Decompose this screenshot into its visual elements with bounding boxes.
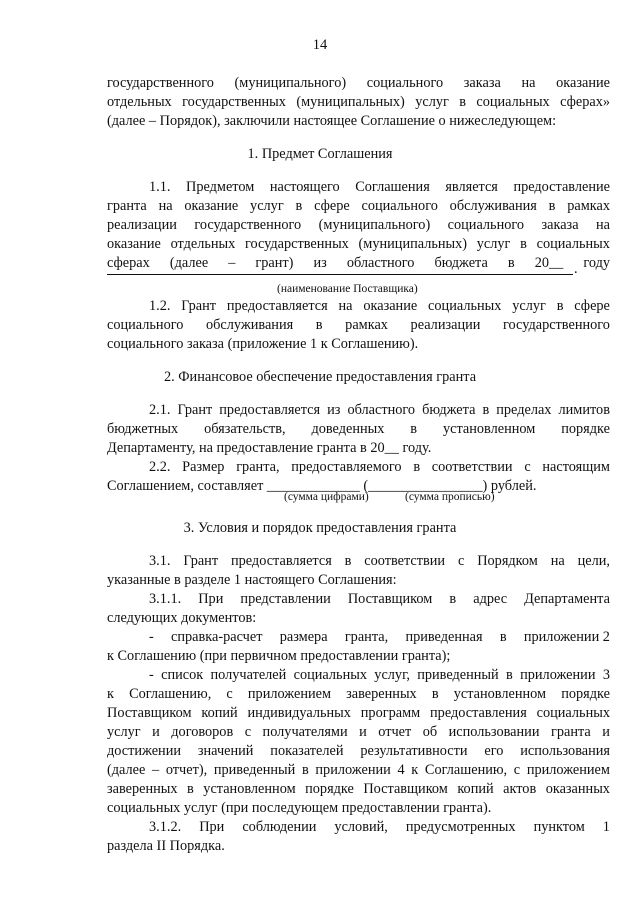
word: с (513, 762, 521, 778)
word: результативности (360, 743, 468, 759)
word: к (107, 686, 114, 702)
word: заверенных (346, 686, 417, 702)
word: в (520, 236, 527, 252)
word: При (198, 591, 224, 607)
text-line (107, 458, 610, 477)
text-line (107, 254, 610, 273)
paragraph-3-1 (107, 552, 610, 856)
word: в (413, 459, 421, 475)
text-line (107, 742, 610, 761)
word: цели, (577, 553, 610, 569)
section-1-heading: 1. Предмет Соглашения (247, 146, 393, 162)
word: гранта, (236, 459, 280, 475)
text-line-content: (далее – Порядок), заключили настоящее Соглашение о нижеследующем: (107, 113, 557, 129)
text-line-content: социальных услуг (при последующем предоставлении гранта). (107, 800, 492, 816)
word: в (507, 255, 515, 271)
text-line (107, 439, 610, 458)
period-mark: . (574, 261, 578, 277)
word: приложении (520, 667, 596, 683)
word: договоров (171, 724, 234, 740)
word: в (459, 94, 466, 110)
word: государственных (182, 94, 286, 110)
text-line (107, 197, 610, 216)
supplier-name-caption: (наименование Поставщика) (277, 283, 418, 295)
word: заказа (463, 75, 501, 91)
word: социального (107, 317, 184, 333)
text-line (107, 235, 610, 254)
word: об (422, 724, 438, 740)
word: с (524, 459, 531, 475)
word: размера (279, 629, 328, 645)
word: социального (447, 217, 525, 233)
word: Соглашения (355, 179, 430, 195)
text-line-content: указанные в разделе 1 настоящего Соглашения: (107, 572, 397, 588)
word: Предметом (186, 179, 255, 195)
word: в (344, 553, 352, 569)
word: социальных (536, 705, 610, 721)
word: предоставляется (230, 553, 332, 569)
word: 2.1. (149, 402, 171, 418)
word: с (244, 724, 252, 740)
word: предоставляемого (291, 459, 402, 475)
word: заверенных (107, 781, 178, 797)
word: приложении (315, 762, 391, 778)
word: 4 (397, 762, 405, 778)
paragraph-2-1 (107, 401, 610, 458)
amount-digits-caption: (сумма цифрами) (284, 491, 369, 503)
word: приложением (526, 762, 610, 778)
text-line (107, 178, 610, 197)
word: обслуживания (206, 317, 294, 333)
word: социальных (428, 298, 502, 314)
word: оказание (363, 298, 418, 314)
word: лимитов (558, 402, 610, 418)
word: использовании (448, 724, 540, 740)
word: отчет (378, 724, 412, 740)
word: Грант (177, 402, 213, 418)
word: – (152, 762, 160, 778)
word: и (152, 724, 160, 740)
word: – (228, 255, 236, 271)
word: предоставления (430, 705, 527, 721)
word: областного (347, 402, 416, 418)
word: в (449, 591, 457, 607)
word: 1 (602, 819, 610, 835)
word: оказание (556, 75, 610, 91)
word: на (338, 298, 353, 314)
word: областного (346, 255, 415, 271)
text-line (107, 704, 610, 723)
word: копий (201, 705, 238, 721)
word: государственного (194, 217, 302, 233)
word: из (327, 402, 341, 418)
word: соответствии (364, 553, 446, 569)
word: 20__ (534, 255, 564, 271)
word: предоставляется (219, 402, 321, 418)
word: Поставщиком (107, 705, 192, 721)
word: Департамента (524, 591, 610, 607)
text-line (107, 316, 610, 335)
word: гранта (550, 724, 591, 740)
word: пунктом (533, 819, 585, 835)
word: и (602, 724, 610, 740)
amount-words-caption: (сумма прописью) (405, 491, 495, 503)
word: (муниципального) (234, 75, 347, 91)
word: предусмотренных (405, 819, 516, 835)
word: отдельных (170, 236, 236, 252)
word: приведенная (405, 629, 483, 645)
word: 3.1.2. (149, 819, 182, 835)
word: (муниципального) (318, 217, 431, 233)
text-line (107, 799, 610, 818)
word: услуг (415, 94, 449, 110)
word: социального (361, 198, 438, 214)
text-line (107, 628, 610, 647)
word: из (313, 255, 327, 271)
page-number: 14 (312, 37, 328, 53)
word: и (359, 724, 367, 740)
text-line (107, 401, 610, 420)
word: актов (503, 781, 537, 797)
word: получателей (210, 667, 287, 683)
word: заказа (541, 217, 579, 233)
word: достижении (107, 743, 182, 759)
word: сферах (107, 255, 150, 271)
word: социальных (476, 94, 550, 110)
word: сферах» (560, 94, 610, 110)
text-line (107, 216, 610, 235)
text-line (107, 335, 610, 354)
text-line-content: Департаменту, на предоставление гранта в 20__ году. (107, 440, 432, 456)
word: Размер (182, 459, 225, 475)
word: получателями (262, 724, 348, 740)
word: 1.2. (149, 298, 171, 314)
word: Поставщиком (347, 591, 433, 607)
word: оказание (184, 198, 239, 214)
word: соответствии (431, 459, 513, 475)
word: адрес (473, 591, 508, 607)
word: порядке (561, 686, 610, 702)
word: его (484, 743, 504, 759)
word: социальных (536, 236, 610, 252)
word: 3 (602, 667, 610, 683)
paragraph-1-2 (107, 297, 610, 354)
word: показателей (270, 743, 344, 759)
word: в (506, 667, 513, 683)
word: настоящим (542, 459, 610, 475)
word: доведенных (311, 421, 385, 437)
word: в (431, 686, 439, 702)
text-line (107, 609, 610, 628)
word: является (445, 179, 498, 195)
text-line (107, 837, 610, 856)
word: соблюдении (242, 819, 317, 835)
text-line (107, 590, 610, 609)
word: к (411, 762, 419, 778)
word: реализации (410, 317, 481, 333)
word: услуг, (374, 667, 410, 683)
word: настоящего (269, 179, 340, 195)
word: индивидуальных (247, 705, 351, 721)
text-line (107, 74, 610, 93)
text-line-content: раздела II Порядка. (107, 838, 225, 854)
word: обязательств, (204, 421, 286, 437)
word: рамках (567, 198, 610, 214)
text-line (107, 761, 610, 780)
word: в (482, 402, 490, 418)
word: услуг (107, 724, 141, 740)
paragraph-1-1 (107, 178, 610, 273)
word: в (410, 421, 418, 437)
word: использования (520, 743, 610, 759)
word: При (199, 819, 225, 835)
text-line (107, 818, 610, 837)
word: с (226, 686, 233, 702)
word: оказанных (545, 781, 610, 797)
word: гранта (107, 198, 147, 214)
word: с (457, 553, 465, 569)
text-line (107, 647, 610, 666)
word: значений (197, 743, 254, 759)
word: году (583, 255, 610, 271)
word: 2.2. (149, 459, 171, 475)
section-2-heading: 2. Финансовое обеспечение предоставления гранта (163, 369, 477, 385)
word: пределах (496, 402, 552, 418)
word: приведенный (417, 667, 499, 683)
word: представлении (240, 591, 331, 607)
supplier-name-blank-line (107, 274, 573, 275)
word: сфере (574, 298, 610, 314)
word: приложением (247, 686, 332, 702)
text-line (107, 685, 610, 704)
word: социального (366, 75, 444, 91)
word: приложении 2 (523, 629, 610, 645)
word: (далее (169, 255, 209, 271)
word: бюджетных (107, 421, 179, 437)
text-line-content: социального заказа (приложение 1 к Соглашению). (107, 336, 419, 352)
text-line-content: следующих документов: (107, 610, 257, 626)
word: условий, (334, 819, 388, 835)
word: сфере (314, 198, 350, 214)
word: государственного (503, 317, 610, 333)
word: установленном (203, 781, 296, 797)
word: Поставщиком (363, 781, 448, 797)
word: гранта, (344, 629, 389, 645)
word: реализации (107, 217, 177, 233)
word: на (595, 217, 610, 233)
word: в (295, 198, 303, 214)
word: бюджета (434, 255, 488, 271)
word: (далее (107, 762, 146, 778)
text-line (107, 723, 610, 742)
word: приведенный (213, 762, 296, 778)
word: обслуживания (449, 198, 537, 214)
word: в (187, 781, 194, 797)
intro-paragraph (107, 74, 610, 131)
word: в (499, 629, 507, 645)
word: услуг (476, 236, 511, 252)
text-line (107, 93, 610, 112)
text-line (107, 420, 610, 439)
word: в (315, 317, 323, 333)
word: услуг (250, 198, 284, 214)
word: установленном (453, 686, 547, 702)
word: Грант (183, 553, 219, 569)
word: в (556, 298, 564, 314)
word: рамках (345, 317, 388, 333)
word: порядке (561, 421, 610, 437)
word: Соглашению, (424, 762, 508, 778)
word: 3.1.1. (149, 591, 182, 607)
word: грант) (255, 255, 294, 271)
word: Соглашению, (129, 686, 212, 702)
word: на (158, 198, 173, 214)
text-line (107, 666, 610, 685)
text-line-content: Соглашением, составляет _____________ (________________) рублей. (107, 478, 537, 494)
word: социальных (293, 667, 367, 683)
word: оказание (107, 236, 161, 252)
word: в (548, 198, 556, 214)
word: на (521, 75, 536, 91)
text-line (107, 297, 610, 316)
word: установленном (442, 421, 536, 437)
word: 1.1. (149, 179, 171, 195)
word: (муниципальных) (296, 94, 405, 110)
word: (муниципальных) (358, 236, 468, 252)
word: в (301, 762, 309, 778)
text-line (107, 552, 610, 571)
word: Грант (181, 298, 217, 314)
word: отдельных (107, 94, 172, 110)
word: на (550, 553, 565, 569)
text-line (107, 571, 610, 590)
word: государственного (107, 75, 214, 91)
word: программ (360, 705, 421, 721)
text-line (107, 112, 610, 131)
word: услуг (512, 298, 546, 314)
word: предоставление (513, 179, 610, 195)
word: порядке (305, 781, 354, 797)
word: бюджета (422, 402, 476, 418)
section-3-heading: 3. Условия и порядок предоставления гранта (183, 520, 457, 536)
word: 3.1. (149, 553, 171, 569)
word: справка-расчет (171, 629, 263, 645)
word: - (149, 629, 154, 645)
word: отчет), (165, 762, 208, 778)
word: предоставляется (226, 298, 328, 314)
word: Порядком (477, 553, 538, 569)
word: список (161, 667, 204, 683)
word: - (149, 667, 154, 683)
text-line (107, 780, 610, 799)
word: государственных (244, 236, 349, 252)
word: копий (457, 781, 494, 797)
text-line-content: к Соглашению (при первичном предоставлении гранта); (107, 648, 451, 664)
